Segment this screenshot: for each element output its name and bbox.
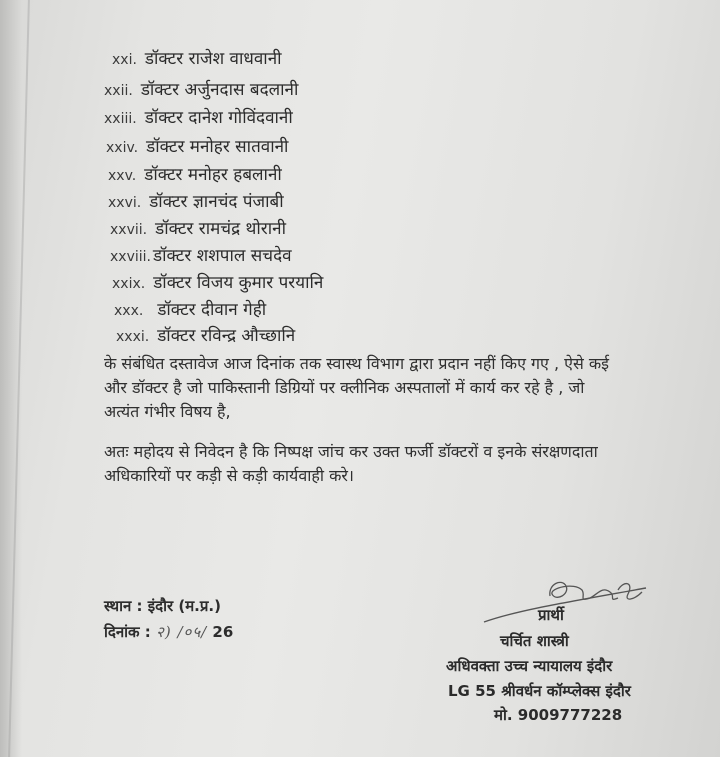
list-item-number: xxiv. (106, 140, 139, 156)
list-item-number: xxii. (104, 83, 133, 99)
list-item-number: xxix. (112, 276, 146, 292)
list-item (110, 243, 292, 266)
list-item-name: डॉक्टर दीवान गेही (157, 300, 267, 320)
list-item-number: xxviii. (110, 249, 151, 265)
place-line: स्थान : इंदौर (म.प्र.) (104, 597, 221, 615)
date-line (104, 622, 233, 648)
applicant-label: प्रार्थी (538, 606, 564, 624)
list-item (106, 134, 288, 157)
list-item-number: xxvi. (108, 195, 142, 211)
list-item-name: डॉक्टर दानेश गोविंदवानी (144, 108, 293, 128)
paragraph-line: अत्यंत गंभीर विषय है, (104, 402, 231, 421)
list-item (112, 46, 282, 69)
list-item-name: डॉक्टर रामचंद्र थोरानी (155, 219, 286, 239)
paragraph-line: अतः महोदय से निवेदन है कि निष्पक्ष जांच कर उक्त फर्जी डॉक्टरों व इनके संरक्षणदाता (104, 442, 598, 461)
list-item-number: xxx. (114, 303, 144, 319)
list-item (108, 162, 282, 185)
date-label: दिनांक : (104, 623, 151, 641)
paragraph-line: और डॉक्टर है जो पाकिस्तानी डिग्रियों पर क्लीनिक अस्पतालों में कार्य कर रहे है , जो (104, 378, 585, 397)
list-item-number: xxv. (108, 168, 137, 184)
date-handwritten: २) /०५/ (156, 623, 208, 641)
list-item-number: xxvii. (110, 222, 148, 238)
list-item-name: डॉक्टर रविन्द्र औच्छानि (157, 326, 296, 346)
paragraph-line: के संबंधित दस्तावेज आज दिनांक तक स्वास्थ विभाग द्वारा प्रदान नहीं किए गए , ऐसे कई (104, 354, 610, 373)
list-item-number: xxxi. (116, 329, 150, 345)
list-item (104, 77, 298, 100)
list-item-name: डॉक्टर ज्ञानचंद पंजाबी (149, 192, 284, 212)
list-item (116, 323, 295, 346)
list-item-name: डॉक्टर विजय कुमार परयानि (153, 273, 324, 293)
signer-address: LG 55 श्रीवर्धन कॉम्प्लेक्स इंदौर (448, 682, 631, 700)
signer-title: अधिवक्ता उच्च न्यायालय इंदौर (446, 657, 613, 675)
signer-name: चर्चित शास्त्री (500, 632, 569, 650)
list-item (104, 105, 293, 128)
list-item (114, 297, 266, 320)
list-item-name: डॉक्टर अर्जुनदास बदलानी (140, 80, 299, 100)
list-item-name: डॉक्टर मनोहर सातवानी (146, 137, 289, 157)
list-item-number: xxi. (112, 52, 137, 68)
list-item-name: डॉक्टर शशपाल सचदेव (152, 246, 292, 266)
list-item-name: डॉक्टर राजेश वाधवानी (144, 49, 282, 69)
list-item-number: xxiii. (104, 111, 137, 127)
body-paragraph-2 (104, 440, 598, 488)
paragraph-line: अधिकारियों पर कड़ी से कड़ी कार्यवाही करे। (104, 466, 354, 485)
body-paragraph-1 (104, 352, 609, 424)
date-year: 26 (212, 623, 234, 641)
list-item (110, 216, 286, 239)
place-date-block (104, 596, 233, 648)
list-item (108, 189, 284, 212)
signer-phone: मो. 9009777228 (494, 706, 623, 724)
list-item-name: डॉक्टर मनोहर हबलानी (144, 165, 282, 185)
handwritten-signature (478, 572, 658, 632)
list-item (112, 270, 323, 293)
